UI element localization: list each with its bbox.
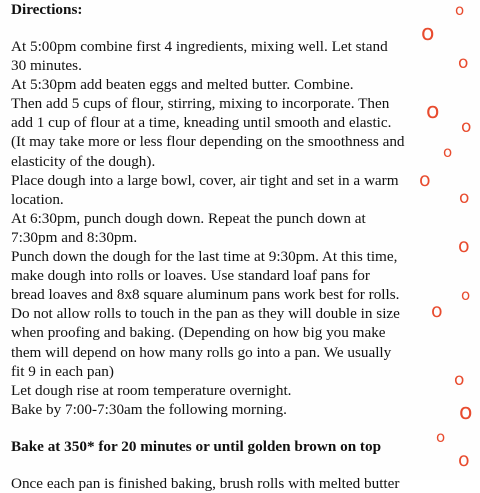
decorative-circle-icon: o (443, 143, 453, 161)
text-line: At 6:30pm, punch dough down. Repeat the punch down at (11, 209, 366, 227)
text-line: 7:30pm and 8:30pm. (11, 228, 138, 246)
text-line: Do not allow rolls to touch in the pan as they will double in size (11, 305, 400, 323)
final-instruction: Once each pan is finished baking, brush rolls with melted butter (11, 474, 400, 492)
text-line: Punch down the dough for the last time at 9:30pm. At this time, (11, 248, 398, 266)
decorative-circle-icon: o (461, 117, 472, 137)
decorative-circle-icon: o (459, 400, 473, 425)
decorative-circle-icon: o (458, 449, 470, 471)
decorative-circle-icon: o (459, 188, 470, 208)
text-line: 30 minutes. (11, 57, 82, 75)
decorative-circle-icon: o (431, 300, 443, 322)
text-line: Place dough into a large bowl, cover, air tight and set in a warm (11, 171, 399, 189)
text-line: Let dough rise at room temperature overnight. (11, 381, 292, 399)
decorative-circle-icon: o (426, 99, 440, 124)
decorative-circle-icon: o (454, 370, 465, 390)
decorative-circle-icon: o (436, 428, 446, 446)
text-line: At 5:00pm combine first 4 ingredients, mixing well. Let stand (11, 38, 388, 55)
bake-instruction: Bake at 350* for 20 minutes or until golden brown on top (11, 437, 382, 455)
text-line: fit 9 in each pan) (11, 362, 114, 380)
decorative-circle-icon: o (455, 1, 465, 19)
text-line: add 1 cup of flour at a time, kneading until smooth and elastic. (11, 114, 392, 132)
text-line: Then add 5 cups of flour, stirring, mixing to incorporate. Then (11, 95, 390, 113)
decorative-circle-icon: o (458, 53, 469, 73)
text-line: make dough into rolls or loaves. Use standard loaf pans for (11, 267, 370, 285)
decorative-circle-icon: o (419, 169, 431, 191)
text-line: (It may take more or less flour depending on the smoothness and (11, 133, 405, 151)
text-line: them will depend on how many rolls go into a pan. We usually (11, 343, 392, 361)
text-line: Bake by 7:00-7:30am the following morning. (11, 400, 287, 418)
directions-body (11, 37, 421, 419)
text-line: location. (11, 190, 64, 208)
text-line: bread loaves and 8x8 square aluminum pans work best for rolls. (11, 286, 400, 304)
decorative-circle-icon: o (461, 286, 471, 304)
directions-heading: Directions: (11, 1, 83, 18)
decorative-circle-icon: o (458, 235, 470, 257)
text-line: when proofing and baking. (Depending on how big you make (11, 324, 386, 342)
decorative-circle-icon: o (421, 21, 435, 46)
directions-text (11, 0, 421, 493)
text-line: elasticity of the dough). (11, 152, 156, 170)
spacer (11, 20, 421, 37)
text-line: At 5:30pm add beaten eggs and melted butter. Combine. (11, 76, 354, 94)
